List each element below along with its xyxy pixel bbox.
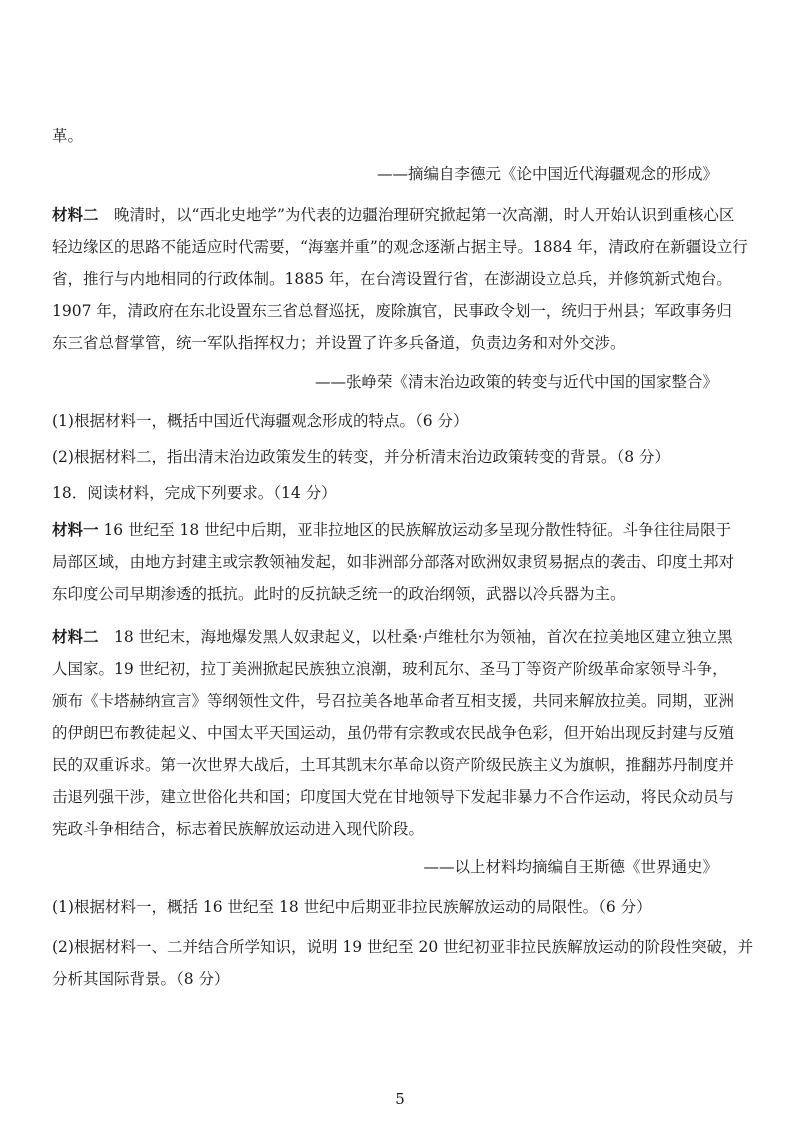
text-line: 革。 (52, 127, 84, 145)
citation-line: ——张峥荣《清末治边政策的转变与近代中国的国家整合》 (314, 373, 718, 391)
text-line: 东印度公司早期渗透的抵抗。此时的反抗缺乏统一的政治纲领，武器以冷兵器为主。 (52, 585, 626, 603)
material-heading-line: 材料二 18 世纪末，海地爆发黑人奴隶起义，以杜桑·卢维杜尔为领袖，首次在拉美地区建立独立黑 (52, 627, 733, 646)
text-line: 宪政斗争相结合，标志着民族解放运动进入现代阶段。 (52, 820, 425, 838)
material-heading-line: 材料一 16 世纪至 18 世纪中后期，亚非拉地区的民族解放运动多呈现分散性特征。斗争往往局限于 (52, 520, 732, 539)
citation-line: ——摘编自李德元《论中国近代海疆观念的形成》 (376, 165, 718, 183)
question-line: (2)根据材料一、二并结合所学知识，说明 19 世纪至 20 世纪初亚非拉民族解放运动的阶段性突破，并 (52, 938, 754, 956)
question-heading: 18．阅读材料，完成下列要求。（14 分） (52, 484, 337, 502)
text-line: 民的双重诉求。第一次世界大战后，土耳其凯末尔革命以资产阶级民族主义为旗帜，推翻苏丹制度并 (52, 756, 735, 774)
page-number: 5 (395, 1090, 405, 1108)
material-label: 材料二 (52, 205, 99, 224)
text-line: 分析其国际背景。（8 分） (52, 970, 230, 988)
text-line: 局部区域，由地方封建主或宗教领袖发起，如非洲部分部落对欧洲奴隶贸易据点的袭击、印度土邦对 (52, 553, 735, 571)
text-line: 颁布《卡塔赫纳宣言》等纲领性文件，号召拉美各地革命者互相支援，共同来解放拉美。同期，亚洲 (52, 692, 735, 710)
material-label: 材料二 (52, 627, 99, 646)
question-line: (2)根据材料二，指出清末治边政策发生的转变，并分析清末治边政策转变的背景。（8 分） (52, 448, 670, 466)
question-line: (1)根据材料一，概括中国近代海疆观念形成的特点。（6 分） (52, 412, 469, 430)
text-line: 的伊朗巴布教徒起义、中国太平天国运动，虽仍带有宗教或农民战争色彩，但开始出现反封建与反殖 (52, 724, 735, 742)
text-line: 省，推行与内地相同的行政体制。1885 年，在台湾设置行省，在澎湖设立总兵，并修筑新式炮台。 (52, 270, 732, 288)
text-line: 东三省总督掌管，统一军队指挥权力；并设置了许多兵备道，负责边务和对外交涉。 (52, 334, 626, 352)
citation-line: ——以上材料均摘编自王斯德《世界通史》 (423, 858, 718, 876)
text-line: 击退列强干涉，建立世俗化共和国；印度国大党在甘地领导下发起非暴力不合作运动，将民众动员与 (52, 788, 735, 806)
text-line: 1907 年，清政府在东北设置东三省总督巡抚，废除旗官，民事政令划一，统归于州县；军政事务归 (52, 302, 732, 320)
text-line: 人国家。19 世纪初，拉丁美洲掀起民族独立浪潮，玻利瓦尔、圣马丁等资产阶级革命家领导斗争， (52, 660, 728, 678)
question-line: (1)根据材料一，概括 16 世纪至 18 世纪中后期亚非拉民族解放运动的局限性。（6 分） (52, 898, 652, 916)
material-label: 材料一 (52, 520, 99, 539)
material-heading-line: 材料二 晚清时，以“西北史地学”为代表的边疆治理研究掀起第一次高潮，时人开始认识到重核心区 (52, 205, 735, 224)
text-line: 轻边缘区的思路不能适应时代需要，“海塞并重”的观念逐渐占据主导。1884 年，清政府在新疆设立行 (52, 238, 748, 256)
